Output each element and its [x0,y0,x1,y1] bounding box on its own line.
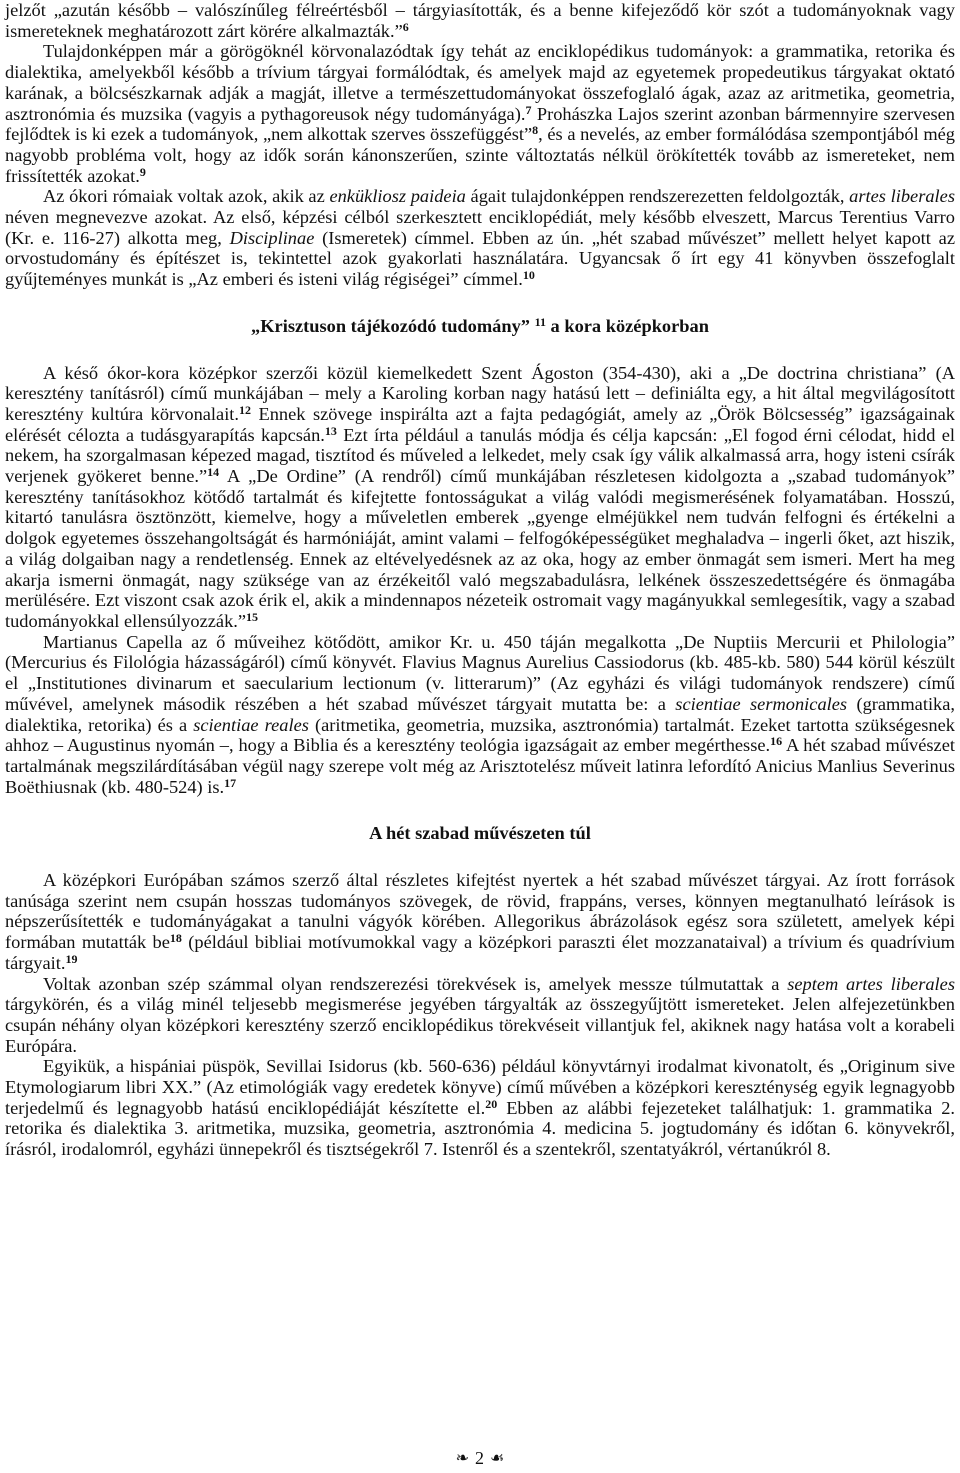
text-run: Tulajdonképpen már a görögöknél körvonalazódtak így tehát az enciklopédikus tudományok: a grammatika, retorika és dialektika, amelyekből később a trívium tárgyai formálódtak, és amelyek majd az egyetemek propedeutikus tárgyakat oktató karának, a bölcsészkarnak adják a magját, illetve a természettudományokat összefoglaló ágak, azaz az aritmetika, geometria, asztronómia és muzsika (vagyis a pythagoreusok négy tudományága). [5,41,955,124]
text-run: , és a nevelés, az ember formálódása szempontjából még nagyobb probléma volt, hogy az idők során kánonszerűen, szinte változtatás nélkül örökítették tovább az ismereteket, nem frissítették azokat. [5,124,955,186]
paragraph-1 [5,41,955,186]
footnote-ref[interactable]: 15 [246,609,259,624]
text-run: (grammatika, dialektika, retorika) és a [5,693,956,735]
text-run: (például bibliai motívumokkal vagy a középkori paraszti élet mozzanataival) a trívium és quadrívium tárgyait. [5,932,955,973]
paragraph-2 [5,186,955,290]
paragraph-3 [5,363,955,632]
text-run: Voltak azonban szép számmal olyan rendszerezési törekvések is, amelyek messze túlmutattak a [43,973,788,994]
text-run: Egyikük, a hispániai püspök, Sevillai Isidorus (kb. 560-636) például könyvtárnyi irodalmat kivonatolt, és „Originum sive Etymologiarum libri XX.” (Az etimológiák vagy eredetek könyve) című művében a középkori kereszténység egyik legnagyobb terjedelmű és legnagyobb hatású enciklopédiáját készítette el. [5,1056,955,1118]
paragraph-4 [5,632,955,798]
footnote-ref[interactable]: 16 [770,734,783,749]
italic-term: Disciplinae [229,227,315,248]
footnote-ref[interactable]: 19 [65,951,78,966]
heading-text: „Krisztuson tájékozódó tudomány” [251,315,530,336]
italic-term: scientiae reales [193,714,309,735]
ornament-left-icon: ❧ [455,1450,470,1467]
text-run: Ebben az alábbi fejezeteket találhatjuk: 1. grammatika 2. retorika és dialektika 3. aritmetika, muzsika, geometria, asztronómia 4. medicina 5. jogtudomány és időtan 6. könyvekről, írásról, irodalomról, egyházi ünnepekről és tisztségekről 7. Istenről és a szentekről, szentatyákról, vértanúkról 8. [5,1097,955,1160]
text-run: Ennek szövege inspirálta azt a fajta pedagógiát, amely az „Örök Bölcsesség” igazságainak elérését célozta a tudásgyarapítás kapcsán. [5,403,955,445]
text-run: jelzőt „azután később – valószínűleg félreértésből – tárgyiasították, és a benne kifejeződő kör szót a tudományoknak vagy ismereteknek meghatározott zárt körére alkalmazták.” [5,0,955,41]
section-heading-1 [5,316,955,337]
footnote-ref[interactable]: 12 [239,402,252,417]
text-run: A késő ókor-kora középkor szerzői közül kiemelkedett Szent Ágoston (354-430), aki a „De doctrina christiana” (A keresztény tanításról) című munkájában – mely a Karoling korban nagy hatású lett – definiálta egy, a hit által megvilágosított keresztény kultúra körvonalait. [5,362,955,424]
italic-term: scientiae sermonicales [675,693,848,714]
document-page [5,0,955,1160]
footnote-ref[interactable]: 8 [532,123,539,138]
footnote-ref[interactable]: 17 [224,775,237,790]
text-run: A „De Ordine” (A rendről) című munkájában részletesen kidolgozta a „szabad tudományok” keresztény tanításokhoz kötődő tartalmát és kifejtette fontosságukat a világ valódi megismerésének folyamatában. Hosszú, kitartó tanulásra ösztönzött, kiemelve, hogy a műveletlen emberek „gyenge elméjükkel nem tudván felfogni és értékelni a dolgok egyetemes összehangoltságát és harmóniáját, amint valami – felfogóképességüket meghaladva – ingerli őket, azt hiszik, a világ dolgaiban nagy a rendetlenség. Ennek az eltévelyedésnek az az oka, hogy az ember önmagát sem ismeri. Mert ha meg akarja ismerni önmagát, nagy szüksége van az érzékeitől való megszabadulásra, lelkének összeszedettségére és önmagába merülésére. Ezt viszont csak azok érik el, akik a mindennapos nézeteik ostromait vagy magányukkal semlegesítik, vagy a szabad tudományokkal ellensúlyozzák.” [5,466,956,631]
text-run: Martianus Capella az ő műveihez kötődött, amikor Kr. u. 450 táján megalkotta „De Nuptiis Mercurii et Philologia” (Mercurius és Filológia házasságáról) című könyvét. Flavius Magnus Aurelius Cassiodorus (kb. 485-kb. 580) 544 körül készült el „Institutiones divinarum et saecularium lectionum (v. litterarum)” (Az egyházi és világi tudományok rendszere) című művével, amelynek második részében a hét szabad művészet tárgyait mutatta be: a [5,631,955,714]
text-run: (aritmetika, geometria, muzsika, asztronómia) tartalmát. Ezeket tartotta szükségesnek ahhoz – Augustinus nyomán –, hogy a Biblia és a keresztény teológia igazságait az ember megérthesse. [5,714,955,756]
italic-term: enkükliosz paideia [329,186,466,207]
section-heading-2: A hét szabad művészeten túl [369,823,591,844]
text-run: (Ismeretek) címmel. Ebben az ún. „hét szabad művészet” mellett helyet kapott az orvostudomány és építészet is, tekintettel azok gyakorlati használatára. Ugyancsak ő írt egy 41 könyvben összefoglalt gyűjteményes munkát is „Az emberi és isteni világ régiségei” címmel. [5,227,955,290]
page-footer [0,1448,960,1469]
footnote-ref[interactable]: 7 [525,102,532,117]
paragraph-6 [5,974,955,1057]
text-run: Ezt írta például a tanulás módja és célja kapcsán: „El fogod érni célodat, hidd el nekem, ha szorgalmasan képezed magad, tisztítod és műveled a lelkedet, mely csak így válik alkalmassá arra, hogy isteni csírák verjenek gyökeret benne.” [5,424,955,487]
text-run: néven megnevezve azokat. Az első, képzési célból szerkesztett enciklopédiát, mely később elveszett, Marcus Terentius Varro (Kr. e. 116-27) alkotta meg, [5,207,955,248]
footnote-ref[interactable]: 9 [139,164,146,179]
heading-text: a kora középkorban [545,315,709,336]
paragraph-5 [5,870,955,974]
footnote-ref[interactable]: 10 [522,268,535,283]
page-number: 2 [475,1448,485,1468]
footnote-ref[interactable]: 14 [207,465,220,480]
footnote-ref[interactable]: 11 [534,314,546,329]
text-run: A középkori Európában számos szerző által részletes kifejtést nyertek a hét szabad művészet tárgyai. Az írott források tanúsága szerint nem csupán hosszas tudományos szövegek, de rövid, frappáns, verses, könnyen megtanulható leírások is népszerűsítették e tudományágakat a tanulni vágyók körében. Allegorikus ábrázolások egész sora született, amelyek képi formában mutatták be [5,870,955,953]
footnote-ref[interactable]: 20 [485,1096,498,1111]
footnote-ref[interactable]: 18 [169,931,182,946]
ornament-right-icon: ☙ [490,1450,505,1467]
text-run: A hét szabad művészet tartalmának megszilárdításában végül nagy szerepe volt még az Arisztotelész műveit latinra lefordító Anicius Manlius Severinus Boëthiusnak (kb. 480-524) is. [5,735,955,797]
paragraph-7 [5,1056,955,1160]
text-run: Az ókori rómaiak voltak azok, akik az [43,186,330,207]
italic-term: artes liberales [849,186,955,207]
text-run: Prohászka Lajos szerint azonban bármennyire szervesen fejlődtek is ki ezek a tudományok, „nem alkottak szerves összefüggést” [5,103,955,145]
footnote-ref[interactable]: 6 [402,19,409,34]
paragraph-0 [5,0,955,41]
footnote-ref[interactable]: 13 [324,423,337,438]
italic-term: septem artes liberales [787,973,955,994]
text-run: ágait tulajdonképpen rendszerezetten feldolgozták, [465,186,850,207]
text-run: tárgykörén, és a világ minél teljesebb megismerése jegyében tárgyalták az összegyűjtött ismereteket. Jelen alfejezetünkben csupán néhány olyan középkori keresztény szerző enciklopédikus törekvéseit villantjuk fel, akiknek nagy hatása volt a korabeli Európára. [5,994,955,1056]
